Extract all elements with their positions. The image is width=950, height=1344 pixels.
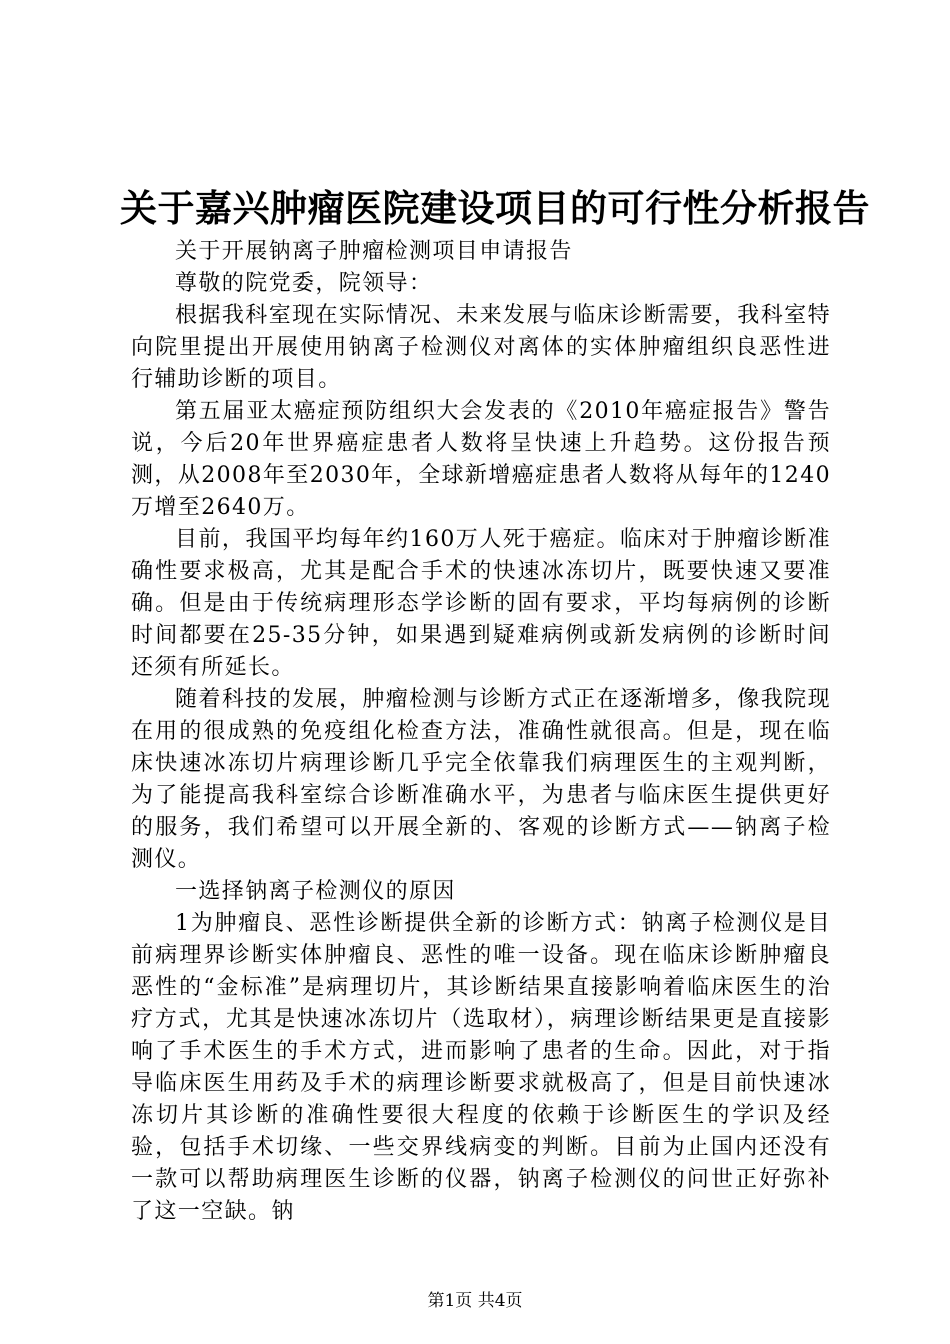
document-body xyxy=(131,236,831,1228)
paragraph: 尊敬的院党委，院领导： xyxy=(175,271,433,296)
paragraph: 1为肿瘤良、恶性诊断提供全新的诊断方式：钠离子检测仪是目前病理界诊断实体肿瘤良、恶性的唯一设备。现在临床诊断肿瘤良恶性的“金标准”是病理切片，其诊断结果直接影响着临床医生的治疗方式，尤其是快速冰冻切片（选取材），病理诊断结果更是直接影响了手术医生的手术方式，进而影响了患者的生命。因此，对于指导临床医生用药及手术的病理诊断要求就极高了，但是目前快速冰冻切片其诊断的准确性要很大程度的依赖于诊断医生的学识及经验，包括手术切缘、一些交界线病变的判断。目前为止国内还没有一款可以帮助病理医生诊断的仪器，钠离子检测仪的问世正好弥补了这一空缺。钠 xyxy=(131,911,831,1224)
paragraph: 根据我科室现在实际情况、未来发展与临床诊断需要，我科室特向院里提出开展使用钠离子检测仪对离体的实体肿瘤组织良恶性进行辅助诊断的项目。 xyxy=(131,303,831,392)
section-heading: 一选择钠离子检测仪的原因 xyxy=(175,879,456,904)
paragraph: 关于开展钠离子肿瘤检测项目申请报告 xyxy=(175,239,573,264)
paragraph: 目前，我国平均每年约160万人死于癌症。临床对于肿瘤诊断准确性要求极高，尤其是配合手术的快速冰冻切片，既要快速又要准确。但是由于传统病理形态学诊断的固有要求，平均每病例的诊断时间都要在25-35分钟，如果遇到疑难病例或新发病例的诊断时间还须有所延长。 xyxy=(131,527,831,680)
paragraph: 随着科技的发展，肿瘤检测与诊断方式正在逐渐增多，像我院现在用的很成熟的免疫组化检查方法，准确性就很高。但是，现在临床快速冰冻切片病理诊断几乎完全依靠我们病理医生的主观判断，为了能提高我科室综合诊断准确水平，为患者与临床医生提供更好的服务，我们希望可以开展全新的、客观的诊断方式——钠离子检测仪。 xyxy=(131,687,831,872)
paragraph: 第五届亚太癌症预防组织大会发表的《2010年癌症报告》警告说，今后20年世界癌症患者人数将呈快速上升趋势。这份报告预测，从2008年至2030年，全球新增癌症患者人数将从每年的1240万增至2640万。 xyxy=(131,399,831,520)
page-footer: 第1页 共4页 xyxy=(427,1291,523,1311)
document-title: 关于嘉兴肿瘤医院建设项目的可行性分析报告 xyxy=(120,186,870,230)
